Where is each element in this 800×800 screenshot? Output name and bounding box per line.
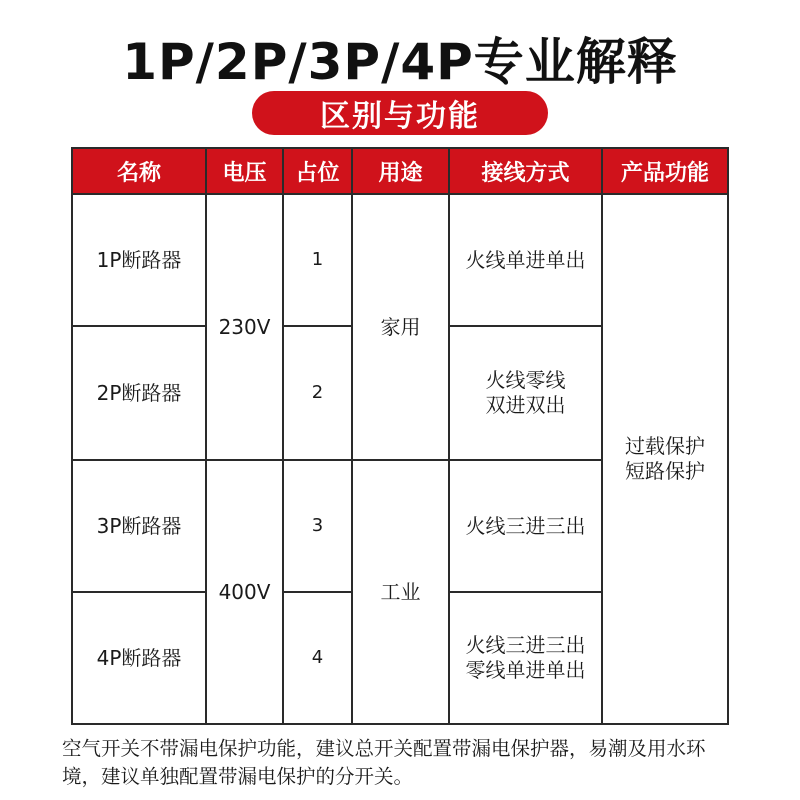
- subtitle-banner: [252, 91, 548, 135]
- wiring-line: 火线零线: [485, 368, 566, 392]
- cell-position: 1: [283, 194, 352, 326]
- wiring-line: 火线单进单出: [465, 247, 586, 272]
- page-title: 1P/2P/3P/4P专业解释: [122, 33, 678, 91]
- function-line: 短路保护: [625, 459, 705, 483]
- header-usage: 用途: [352, 148, 449, 194]
- cell-usage: 工业: [352, 460, 449, 724]
- cell-name: 1P断路器: [72, 194, 206, 326]
- cell-voltage: 400V: [206, 460, 283, 724]
- cell-wiring: [449, 460, 602, 592]
- cell-voltage: 230V: [206, 194, 283, 460]
- cell-name: 2P断路器: [72, 326, 206, 460]
- header-voltage: 电压: [206, 148, 283, 194]
- table-header-row: [72, 148, 728, 194]
- comparison-table-container: [71, 147, 728, 721]
- cell-function: [602, 194, 728, 724]
- header-position: 占位: [283, 148, 352, 194]
- cell-position: 4: [283, 592, 352, 724]
- cell-usage: 家用: [352, 194, 449, 460]
- table-row: [72, 194, 728, 326]
- cell-position: 3: [283, 460, 352, 592]
- cell-wiring: [449, 194, 602, 326]
- wiring-line: 双进双出: [485, 393, 566, 417]
- wiring-line: 零线单进单出: [465, 658, 586, 682]
- wiring-line: 火线三进三出: [465, 513, 586, 538]
- subtitle-text: 区别与功能: [320, 99, 480, 134]
- cell-name: 3P断路器: [72, 460, 206, 592]
- wiring-line: 火线三进三出: [465, 633, 586, 657]
- header-function: 产品功能: [602, 148, 728, 194]
- cell-wiring: [449, 592, 602, 724]
- comparison-table: [71, 147, 729, 725]
- cell-name: 4P断路器: [72, 592, 206, 724]
- function-line: 过载保护: [625, 434, 705, 458]
- header-wiring: 接线方式: [449, 148, 602, 194]
- cell-position: 2: [283, 326, 352, 460]
- header-name: 名称: [72, 148, 206, 194]
- cell-wiring: [449, 326, 602, 460]
- footnote: 空气开关不带漏电保护功能，建议总开关配置带漏电保护器，易潮及用水环境，建议单独配置带漏电保护的分开关。: [62, 737, 706, 788]
